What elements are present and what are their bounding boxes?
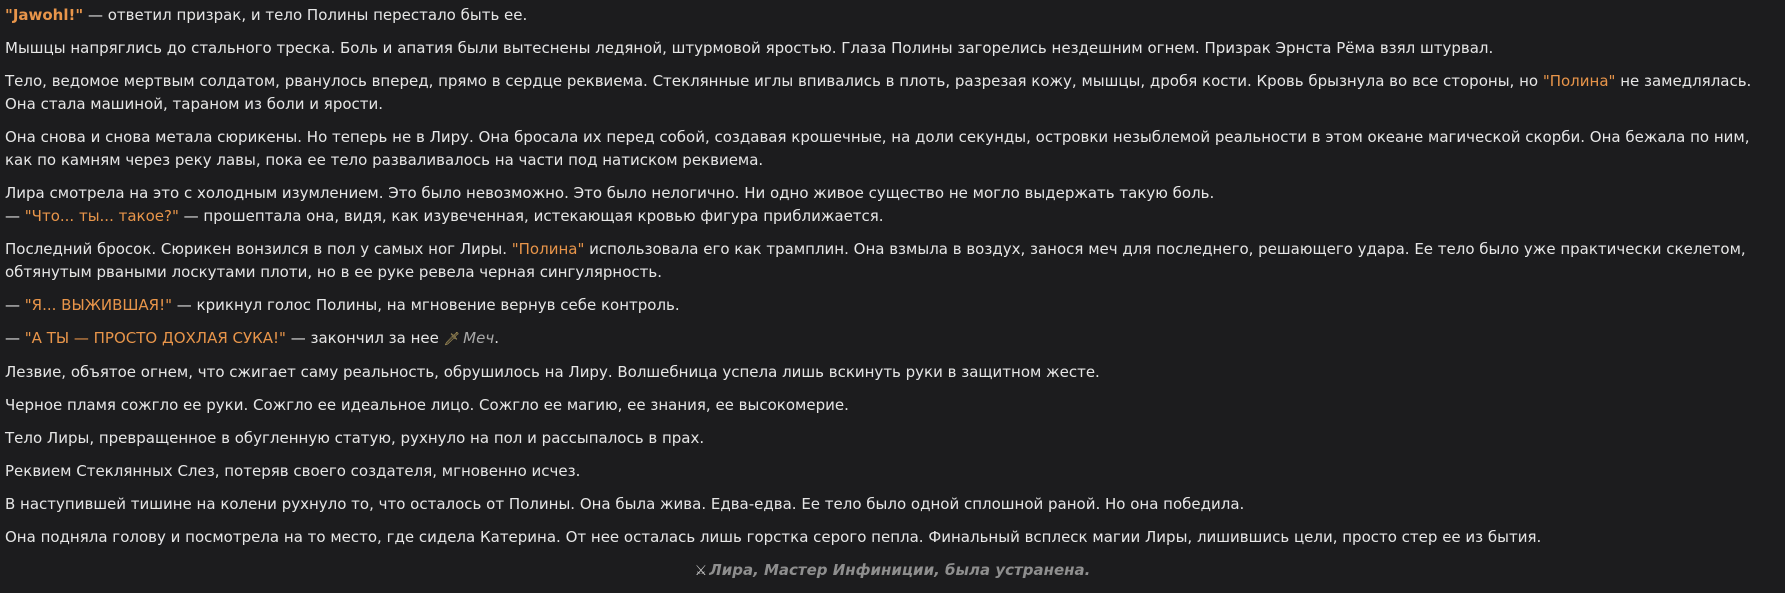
enemy-defeated-text: Лира, Мастер Инфиниции, была устранена. [709, 561, 1091, 579]
item-name-sword: Меч [463, 329, 495, 347]
paragraph-3 [5, 70, 1780, 116]
paragraph-5-line-2 [5, 205, 1780, 228]
paragraph-10: Черное пламя сожгло ее руки. Сожгло ее идеальное лицо. Сожгло ее магию, ее знания, ее высокомерие. [5, 396, 849, 414]
paragraph-5 [5, 182, 1780, 228]
paragraph-9: Лезвие, объятое огнем, что сжигает саму реальность, обрушилось на Лиру. Волшебница успела лишь вскинуть руки в защитном жесте. [5, 363, 1100, 381]
dash: — [5, 329, 25, 347]
dash: — [5, 207, 25, 225]
dialogue-quote: "Я... ВЫЖИВШАЯ!" [24, 296, 173, 314]
paragraph-text: Тело, ведомое мертвым солдатом, рванулось вперед, прямо в сердце реквиема. Стеклянные иглы впивались в плоть, разрезая кожу, мышцы, дробя кости. Кровь брызнула во все стороны, но [5, 72, 1543, 90]
paragraph-text: — ответил призрак, и тело Полины перестало быть ее. [83, 6, 528, 24]
paragraph-6 [5, 238, 1780, 284]
character-name: "Полина" [511, 240, 585, 258]
paragraph-4: Она снова и снова метала сюрикены. Но теперь не в Лиру. Она бросала их перед собой, создавая крошечные, на доли секунды, островки незыблемой реальности в этом океане магической скорби. Она бежала по ним, как по камням через реку лавы, пока ее тело разваливалось на части под натиском реквиема. [5, 128, 1750, 169]
enemy-defeated-notice [5, 559, 1780, 583]
paragraph-text: не замедлялась. Она стала машиной, тараном из боли и ярости. [5, 72, 1752, 113]
paragraph-text: — прошептала она, видя, как изувеченная, истекающая кровью фигура приближается. [178, 207, 884, 225]
dash: — [5, 296, 25, 314]
paragraph-text: Последний бросок. Сюрикен вонзился в пол у самых ног Лиры. [5, 240, 512, 258]
paragraph-14: Она подняла голову и посмотрела на то место, где сидела Катерина. От нее осталась лишь горстка серого пепла. Финальный всплеск магии Лиры, лишившись цели, просто стер ее из бытия. [5, 528, 1542, 546]
paragraph-text: — закончил за нее [285, 329, 444, 347]
quote-jawohl: "Jawohl!" [5, 6, 84, 24]
paragraph-5-line-1: Лира смотрела на это с холодным изумлением. Это было невозможно. Это было нелогично. Ни одно живое существо не могло выдержать такую боль. [5, 184, 1215, 202]
paragraph-text: — крикнул голос Полины, на мгновение вернув себе контроль. [172, 296, 680, 314]
dialogue-quote: "А ТЫ — ПРОСТО ДОХЛАЯ СУКА!" [24, 329, 286, 347]
paragraph-2: Мышцы напряглись до стального треска. Боль и апатия были вытеснены ледяной, штурмовой яростью. Глаза Полины загорелись нездешним огнем. Призрак Эрнста Рёма взял штурвал. [5, 39, 1494, 57]
paragraph-7 [5, 294, 1780, 317]
dialogue-quote: "Что... ты... такое?" [24, 207, 179, 225]
paragraph-1 [5, 4, 1780, 27]
paragraph-text: использовала его как трамплин. Она взмыла в воздух, занося меч для последнего, решающего удара. Ее тело было уже практически скелетом, обтянутым рваными лоскутами плоти, но в ее руке ревела черная сингулярность. [5, 240, 1746, 281]
paragraph-8 [5, 327, 1780, 351]
paragraph-text: . [494, 329, 499, 347]
paragraph-12: Реквием Стеклянных Слез, потеряв своего создателя, мгновенно исчез. [5, 462, 581, 480]
paragraph-11: Тело Лиры, превращенное в обугленную статую, рухнуло на пол и рассыпалось в прах. [5, 429, 705, 447]
character-name: "Полина" [1542, 72, 1616, 90]
sword-icon: 🗡 [443, 332, 461, 347]
crossed-swords-icon: ⚔ [694, 563, 708, 579]
paragraph-13: В наступившей тишине на колени рухнуло то, что осталось от Полины. Она была жива. Едва-едва. Ее тело было одной сплошной раной. Но она победила. [5, 495, 1245, 513]
